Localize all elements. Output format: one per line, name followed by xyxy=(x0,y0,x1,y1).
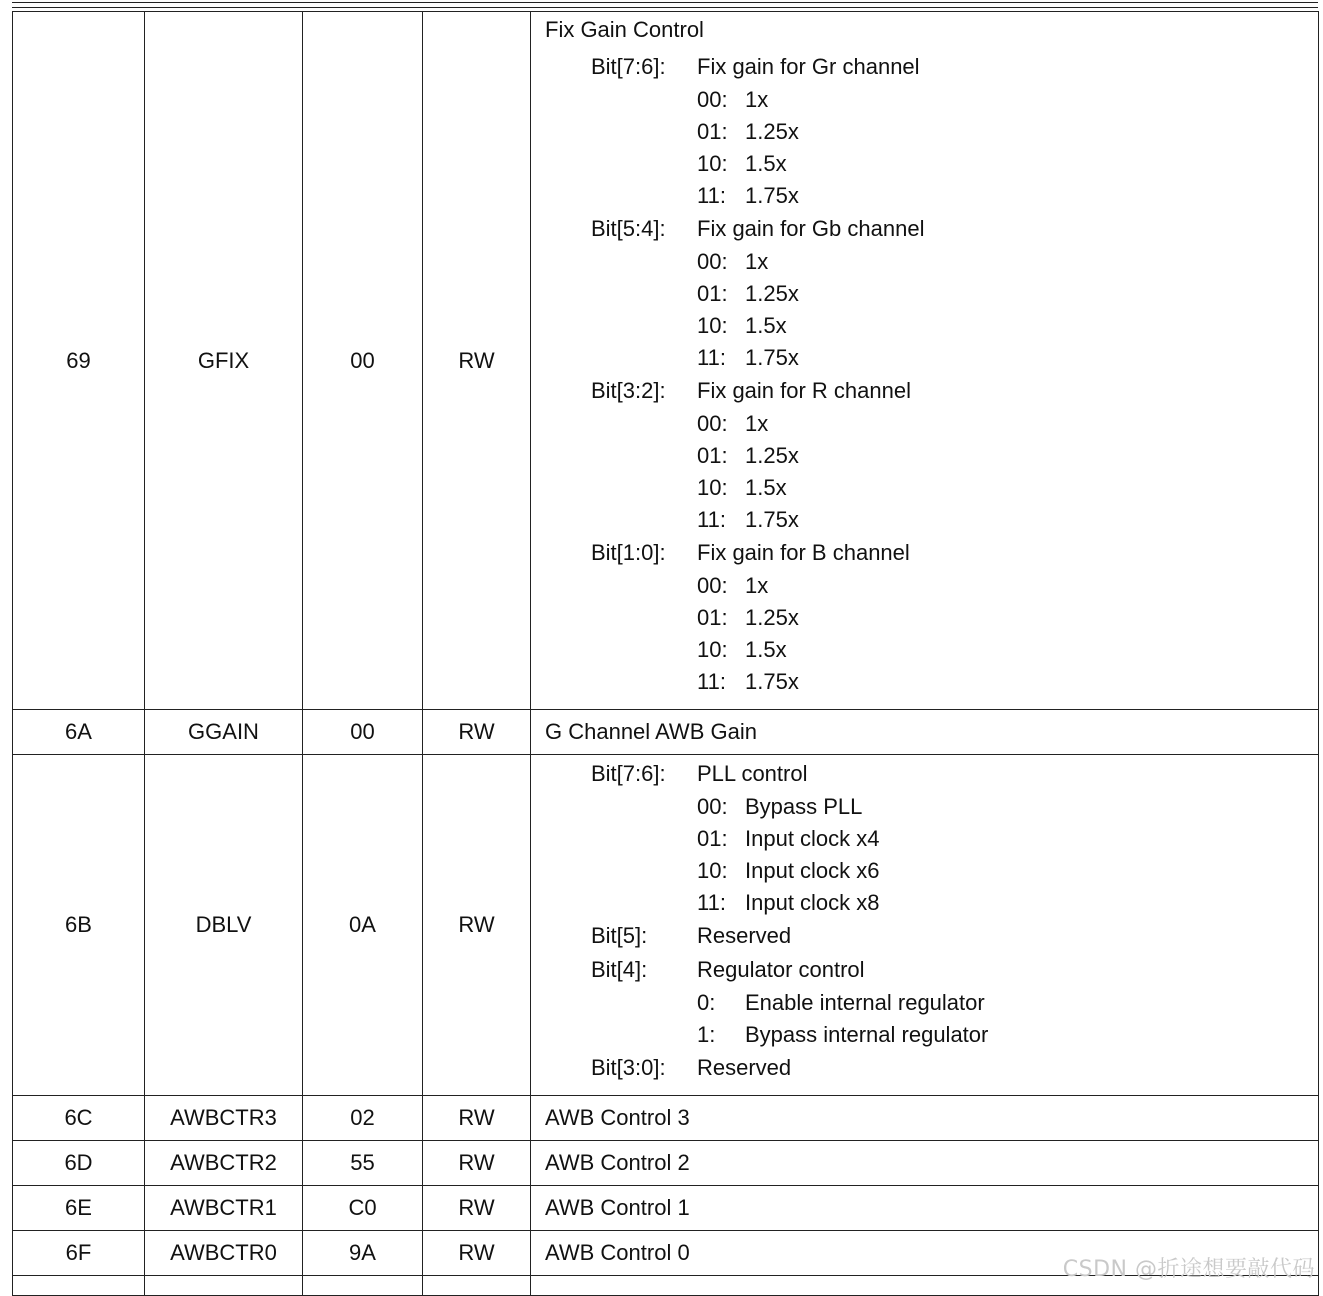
bit-option xyxy=(697,278,1318,310)
bit-option xyxy=(697,887,1318,919)
bit-field xyxy=(545,374,1318,408)
register-name-cell: AWBCTR3 xyxy=(145,1096,303,1141)
option-value: Input clock x6 xyxy=(745,858,880,883)
bit-label: Bit[4]: xyxy=(591,957,648,982)
register-address-cell: 69 xyxy=(13,12,145,710)
register-address-cell: 6E xyxy=(13,1186,145,1231)
register-address-cell: 6A xyxy=(13,710,145,755)
option-value: Bypass internal regulator xyxy=(745,1022,989,1047)
option-key: 01: xyxy=(697,826,728,851)
option-key: 0: xyxy=(697,990,716,1015)
column-rule xyxy=(12,1275,13,1289)
bit-field xyxy=(545,953,1318,987)
option-value: 1.5x xyxy=(745,151,787,176)
bit-option xyxy=(697,666,1318,698)
register-name-cell: DBLV xyxy=(145,755,303,1096)
option-key: 10: xyxy=(697,151,728,176)
option-key: 11: xyxy=(697,669,726,694)
table-row xyxy=(13,1186,1319,1231)
bit-label: Bit[3:0]: xyxy=(591,1055,666,1080)
option-value: 1.75x xyxy=(745,345,799,370)
bit-description: PLL control xyxy=(697,761,808,786)
column-rule xyxy=(530,1275,531,1289)
rw-cell: RW xyxy=(423,1141,531,1186)
description-text: AWB Control 0 xyxy=(545,1240,690,1265)
rw-cell: RW xyxy=(423,755,531,1096)
default-value-cell: 00 xyxy=(303,710,423,755)
bit-option xyxy=(697,823,1318,855)
option-key: 01: xyxy=(697,443,728,468)
bit-option xyxy=(697,342,1318,374)
option-value: 1x xyxy=(745,573,769,598)
description-cell xyxy=(531,1096,1319,1141)
option-value: 1.75x xyxy=(745,507,799,532)
option-value: 1x xyxy=(745,411,769,436)
option-value: 1.75x xyxy=(745,183,799,208)
option-value: Bypass PLL xyxy=(745,794,863,819)
rw-cell: RW xyxy=(423,1231,531,1276)
option-key: 11: xyxy=(697,345,726,370)
bit-label: Bit[7:6]: xyxy=(591,761,666,786)
rw-cell: RW xyxy=(423,12,531,710)
option-value: 1.25x xyxy=(745,443,799,468)
description-cell xyxy=(531,755,1319,1096)
option-value: 1x xyxy=(745,87,769,112)
bit-option xyxy=(697,116,1318,148)
option-key: 01: xyxy=(697,281,728,306)
default-value-cell: 02 xyxy=(303,1096,423,1141)
bit-description: Reserved xyxy=(697,923,792,948)
description-cell xyxy=(531,1141,1319,1186)
description-text: AWB Control 1 xyxy=(545,1195,690,1220)
option-key: 00: xyxy=(697,794,728,819)
option-key: 1: xyxy=(697,1022,716,1047)
option-key: 10: xyxy=(697,637,728,662)
bit-option xyxy=(697,602,1318,634)
option-value: 1.75x xyxy=(745,669,799,694)
rw-cell: RW xyxy=(423,710,531,755)
register-name-cell: AWBCTR0 xyxy=(145,1231,303,1276)
option-key: 00: xyxy=(697,411,728,436)
bit-option xyxy=(697,246,1318,278)
default-value-cell: 55 xyxy=(303,1141,423,1186)
bit-label: Bit[7:6]: xyxy=(591,54,666,79)
description-title: Fix Gain Control xyxy=(545,17,704,42)
default-value-cell: 9A xyxy=(303,1231,423,1276)
bit-option xyxy=(697,504,1318,536)
register-name-cell: GFIX xyxy=(145,12,303,710)
bit-label: Bit[3:2]: xyxy=(591,378,666,403)
description-cell xyxy=(531,710,1319,755)
option-key: 10: xyxy=(697,858,728,883)
bit-description: Fix gain for Gr channel xyxy=(697,54,920,79)
bit-label: Bit[5]: xyxy=(591,923,648,948)
bit-label: Bit[5:4]: xyxy=(591,216,666,241)
bit-option xyxy=(697,180,1318,212)
option-key: 11: xyxy=(697,890,726,915)
option-key: 01: xyxy=(697,605,728,630)
option-value: 1.25x xyxy=(745,281,799,306)
register-address-cell: 6D xyxy=(13,1141,145,1186)
column-rule xyxy=(302,1275,303,1289)
bit-description: Reserved xyxy=(697,1055,792,1080)
default-value-cell: 00 xyxy=(303,12,423,710)
option-value: 1.5x xyxy=(745,637,787,662)
option-key: 10: xyxy=(697,313,728,338)
description-text: G Channel AWB Gain xyxy=(545,719,757,744)
default-value-cell: 0A xyxy=(303,755,423,1096)
table-top-rule-2 xyxy=(12,7,1318,8)
bit-option xyxy=(697,440,1318,472)
option-key: 00: xyxy=(697,573,728,598)
watermark-text: CSDN @折途想要敲代码 xyxy=(1062,1257,1315,1282)
bit-field xyxy=(545,1051,1318,1085)
bit-field xyxy=(545,536,1318,570)
rw-cell: RW xyxy=(423,1186,531,1231)
bit-option xyxy=(697,855,1318,887)
option-value: 1x xyxy=(745,249,769,274)
option-key: 00: xyxy=(697,87,728,112)
bit-description: Regulator control xyxy=(697,957,865,982)
register-name-cell: AWBCTR1 xyxy=(145,1186,303,1231)
option-value: Input clock x4 xyxy=(745,826,880,851)
register-address-cell: 6C xyxy=(13,1096,145,1141)
option-key: 11: xyxy=(697,183,726,208)
rw-cell: RW xyxy=(423,1096,531,1141)
option-value: 1.5x xyxy=(745,475,787,500)
table-row xyxy=(13,710,1319,755)
bit-option xyxy=(697,570,1318,602)
bit-option xyxy=(697,84,1318,116)
bit-option xyxy=(697,472,1318,504)
description-cell xyxy=(531,1186,1319,1231)
bit-label: Bit[1:0]: xyxy=(591,540,666,565)
table-top-rule xyxy=(12,2,1318,3)
bit-option xyxy=(697,148,1318,180)
register-name-cell: AWBCTR2 xyxy=(145,1141,303,1186)
bit-option xyxy=(697,408,1318,440)
option-value: 1.25x xyxy=(745,605,799,630)
option-value: Enable internal regulator xyxy=(745,990,985,1015)
option-value: Input clock x8 xyxy=(745,890,880,915)
option-value: 1.5x xyxy=(745,313,787,338)
description-block xyxy=(545,12,1318,698)
option-value: 1.25x xyxy=(745,119,799,144)
bit-field xyxy=(545,919,1318,953)
empty-cell xyxy=(423,1276,531,1296)
description-text: AWB Control 3 xyxy=(545,1105,690,1130)
option-key: 01: xyxy=(697,119,728,144)
bit-field xyxy=(545,757,1318,791)
empty-cell xyxy=(303,1276,423,1296)
bit-description: Fix gain for R channel xyxy=(697,378,911,403)
register-table xyxy=(12,11,1319,1296)
description-block xyxy=(545,755,1318,1085)
bit-field xyxy=(545,212,1318,246)
bit-field xyxy=(545,50,1318,84)
bit-option xyxy=(697,634,1318,666)
description-text: AWB Control 2 xyxy=(545,1150,690,1175)
table-row xyxy=(13,1141,1319,1186)
option-key: 10: xyxy=(697,475,728,500)
default-value-cell: C0 xyxy=(303,1186,423,1231)
table-row xyxy=(13,1096,1319,1141)
register-address-cell: 6B xyxy=(13,755,145,1096)
option-key: 11: xyxy=(697,507,726,532)
table-row xyxy=(13,755,1319,1096)
register-name-cell: GGAIN xyxy=(145,710,303,755)
empty-cell xyxy=(145,1276,303,1296)
column-rule xyxy=(144,1275,145,1289)
bit-description: Fix gain for Gb channel xyxy=(697,216,925,241)
bit-description: Fix gain for B channel xyxy=(697,540,910,565)
bit-option xyxy=(697,310,1318,342)
description-cell xyxy=(531,12,1319,710)
bit-option xyxy=(697,987,1318,1019)
option-key: 00: xyxy=(697,249,728,274)
register-address-cell: 6F xyxy=(13,1231,145,1276)
bit-option xyxy=(697,791,1318,823)
empty-cell xyxy=(13,1276,145,1296)
bit-option xyxy=(697,1019,1318,1051)
column-rule xyxy=(422,1275,423,1289)
table-row xyxy=(13,12,1319,710)
